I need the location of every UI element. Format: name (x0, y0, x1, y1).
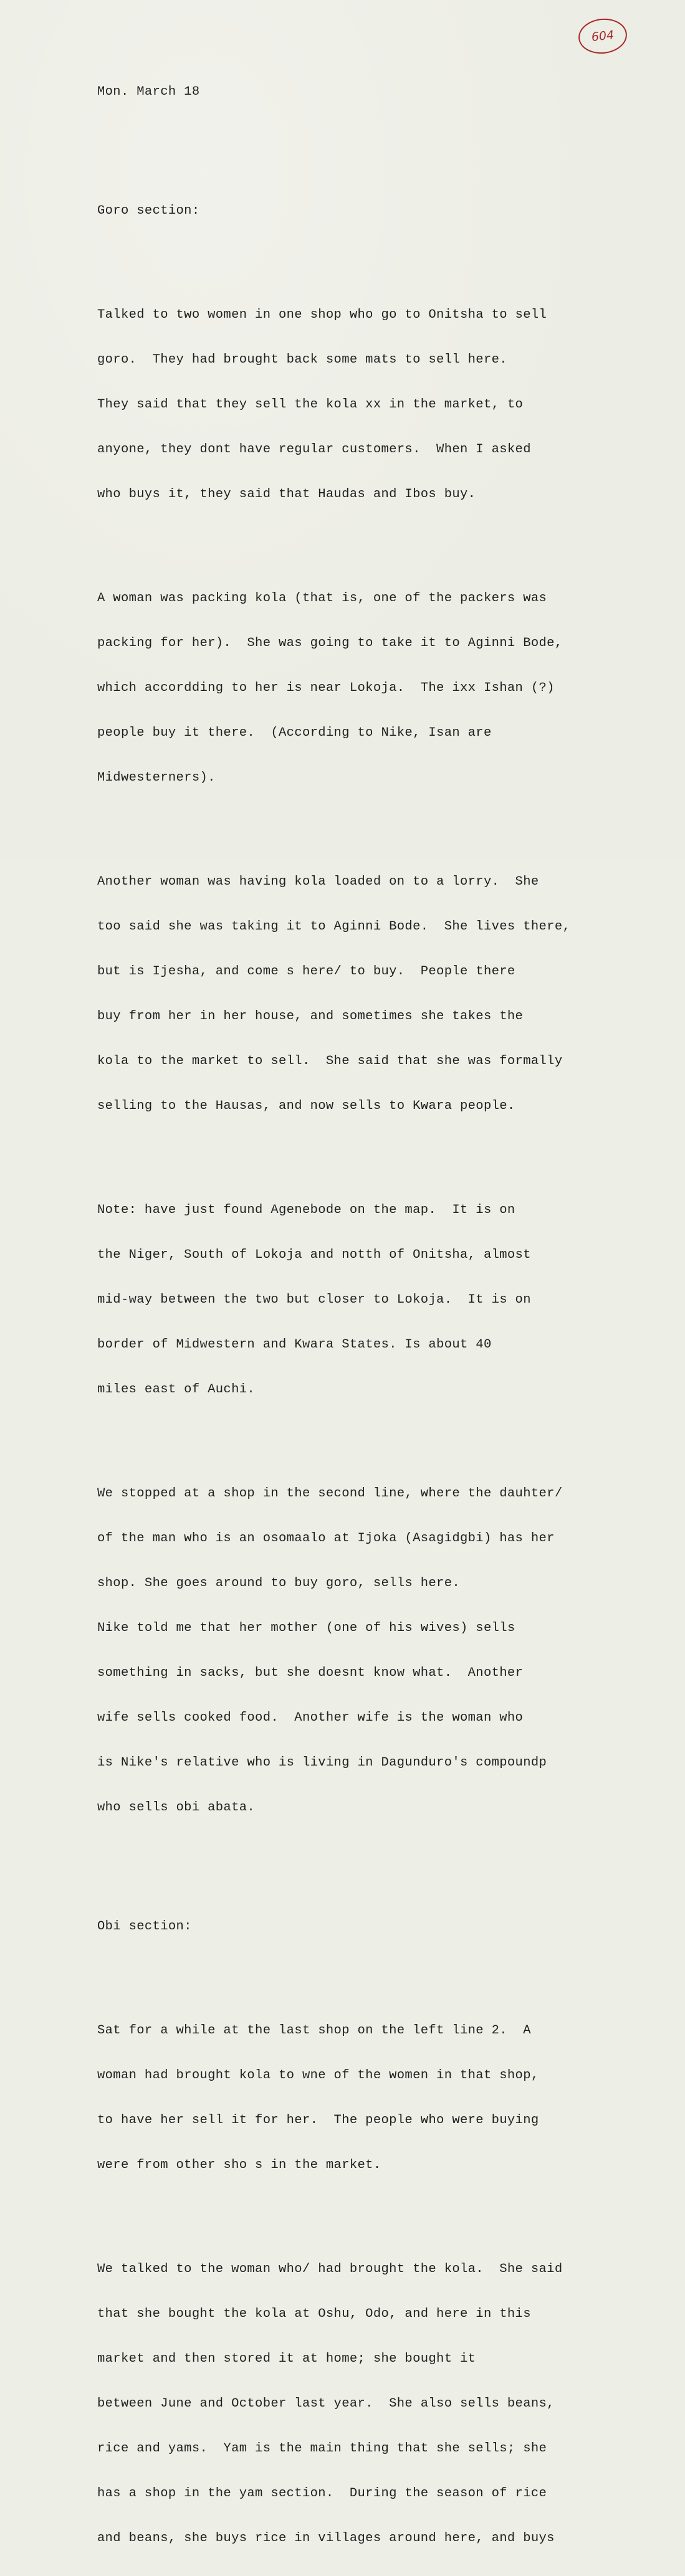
text-line: They said that they sell the kola xx in the market, to (97, 397, 524, 412)
section-heading-obi: Obi section: (97, 1919, 192, 1934)
text-line: packing for her). She was going to take it to Aginni Bode, (97, 636, 563, 650)
text-line: selling to the Hausas, and now sells to Kwara people. (97, 1099, 515, 1113)
text-line: people buy it there. (According to Nike, Isan are (97, 726, 492, 740)
text-line: We talked to the woman who/ had brought the kola. She said (97, 2262, 563, 2276)
text-line: Nike told me that her mother (one of his wives) sells (97, 1621, 515, 1635)
text-line: who buys it, they said that Haudas and Ibos buy. (97, 487, 476, 501)
text-line: A woman was packing kola (that is, one of the packers was (97, 591, 547, 606)
text-line: We stopped at a shop in the second line, where the dauhter/ (97, 1486, 563, 1501)
text-line: market and then stored it at home; she bought it (97, 2352, 476, 2366)
text-line: mid-way between the two but closer to Lokoja. It is on (97, 1293, 531, 1307)
text-line: Another woman was having kola loaded on to a lorry. She (97, 875, 539, 889)
text-line: that she bought the kola at Oshu, Odo, and here in this (97, 2307, 531, 2321)
text-line: rice and yams. Yam is the main thing that she sells; she (97, 2441, 547, 2456)
text-line: and beans, she buys rice in villages around here, and buys (97, 2531, 555, 2545)
text-line: is Nike's relative who is living in Dagunduro's compoundp (97, 1756, 547, 1770)
section-heading-goro: Goro section: (97, 204, 200, 218)
text-line: Midwesterners). (97, 771, 216, 785)
text-line: too said she was taking it to Aginni Bode. She lives there, (97, 920, 571, 934)
text-line: woman had brought kola to wne of the women in that shop, (97, 2068, 539, 2083)
text-line: who sells obi abata. (97, 1800, 256, 1815)
text-line: wife sells cooked food. Another wife is the woman who (97, 1711, 524, 1725)
text-line: something in sacks, but she doesnt know what. Another (97, 1666, 524, 1680)
text-line: between June and October last year. She also sells beans, (97, 2397, 555, 2411)
text-line: border of Midwestern and Kwara States. Is about 40 (97, 1338, 492, 1352)
text-line: has a shop in the yam section. During the season of rice (97, 2486, 547, 2501)
page-number-stamp: 604 (577, 16, 628, 56)
text-line: of the man who is an osomaalo at Ijoka (Asagidgbi) has her (97, 1531, 555, 1546)
text-line: buy from her in her house, and sometimes she takes the (97, 1009, 524, 1024)
text-line: shop. She goes around to buy goro, sells here. (97, 1576, 460, 1590)
text-line: Talked to two women in one shop who go to Onitsha to sell (97, 308, 547, 322)
text-line: which accordding to her is near Lokoja. The ixx Ishan (?) (97, 681, 555, 695)
text-line: Note: have just found Agenebode on the map. It is on (97, 1203, 515, 1217)
text-line: to have her sell it for her. The people who were buying (97, 2113, 539, 2127)
text-line: Sat for a while at the last shop on the left line 2. A (97, 2023, 531, 2038)
text-line: miles east of Auchi. (97, 1382, 256, 1397)
text-line: anyone, they dont have regular customers. When I asked (97, 442, 531, 457)
text-line: goro. They had brought back some mats to sell here. (97, 353, 507, 367)
date-line: Mon. March 18 (97, 85, 200, 99)
text-line: the Niger, South of Lokoja and notth of Onitsha, almost (97, 1248, 531, 1262)
text-line: were from other sho s in the market. (97, 2158, 381, 2172)
text-line: kola to the market to sell. She said that she was formally (97, 1054, 563, 1068)
text-line: but is Ijesha, and come s here/ to buy. People there (97, 964, 515, 979)
page-text (97, 55, 646, 2576)
